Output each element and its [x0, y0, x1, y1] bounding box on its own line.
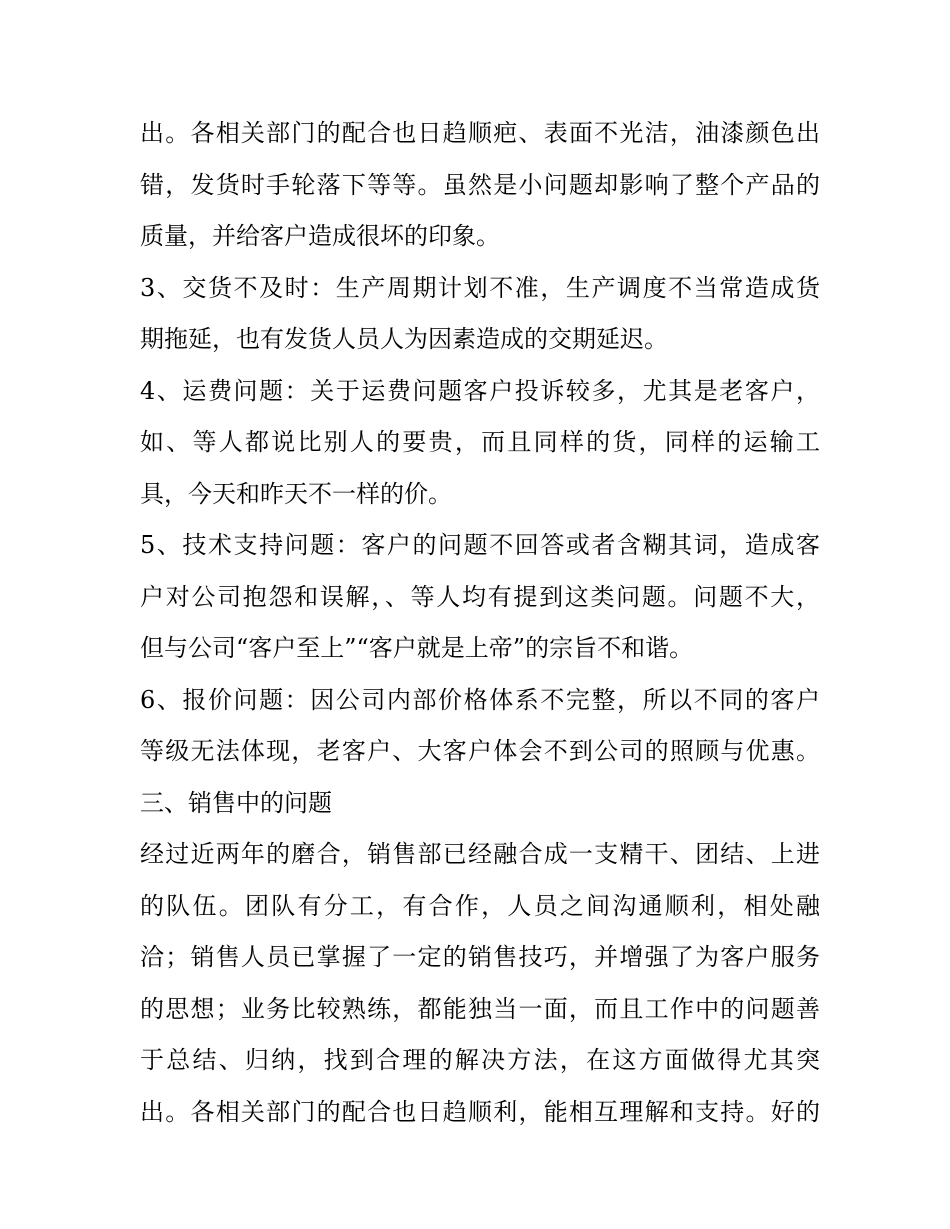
- text-line: 但与公司“客户至上”“客户就是上帝”的宗旨不和谐。: [140, 634, 694, 662]
- text-line: 如、等人都说比别人的要贵，而且同样的货，同样的运输工: [140, 428, 820, 456]
- text-line: 等级无法体现，老客户、大客户体会不到公司的照顾与优惠。: [140, 737, 820, 765]
- text-line: 5、技术支持问题：客户的问题不回答或者含糊其词，造成客: [140, 531, 820, 559]
- section-heading: 三、销售中的问题: [140, 788, 332, 817]
- text-line: 的思想；业务比较熟练，都能独当一面，而且工作中的问题善: [140, 994, 820, 1023]
- text-line: 出。各相关部门的配合也日趋顺疤、表面不光洁，油漆颜色出: [140, 119, 820, 147]
- text-line: 出。各相关部门的配合也日趋顺利，能相互理解和支持。好的: [140, 1097, 820, 1126]
- text-line: 4、运费问题：关于运费问题客户投诉较多，尤其是老客户，: [140, 376, 820, 405]
- text-line: 经过近两年的磨合，销售部已经融合成一支精干、团结、上进: [140, 840, 820, 868]
- text-line: 期拖延，也有发货人员人为因素造成的交期延迟。: [140, 325, 668, 353]
- text-line: 具，今天和昨天不一样的价。: [140, 479, 452, 508]
- document-body: [140, 108, 820, 1138]
- text-line: 的队伍。团队有分工，有合作，人员之间沟通顺利，相处融: [140, 891, 820, 920]
- text-line: 错，发货时手轮落下等等。虽然是小问题却影响了整个产品的: [140, 170, 820, 199]
- text-line: 6、报价问题：因公司内部价格体系不完整，所以不同的客户: [140, 685, 820, 714]
- text-line: 洽；销售人员已掌握了一定的销售技巧，并增强了为客户服务: [140, 943, 820, 971]
- text-line: 户对公司抱怨和误解，、等人均有提到这类问题。问题不大，: [140, 582, 820, 611]
- text-line: 3、交货不及时：生产周期计划不准，生产调度不当常造成货: [140, 273, 820, 302]
- text-line: 于总结、归纳，找到合理的解决方法，在这方面做得尤其突: [140, 1046, 820, 1074]
- text-line: 质量，并给客户造成很坏的印象。: [140, 222, 500, 250]
